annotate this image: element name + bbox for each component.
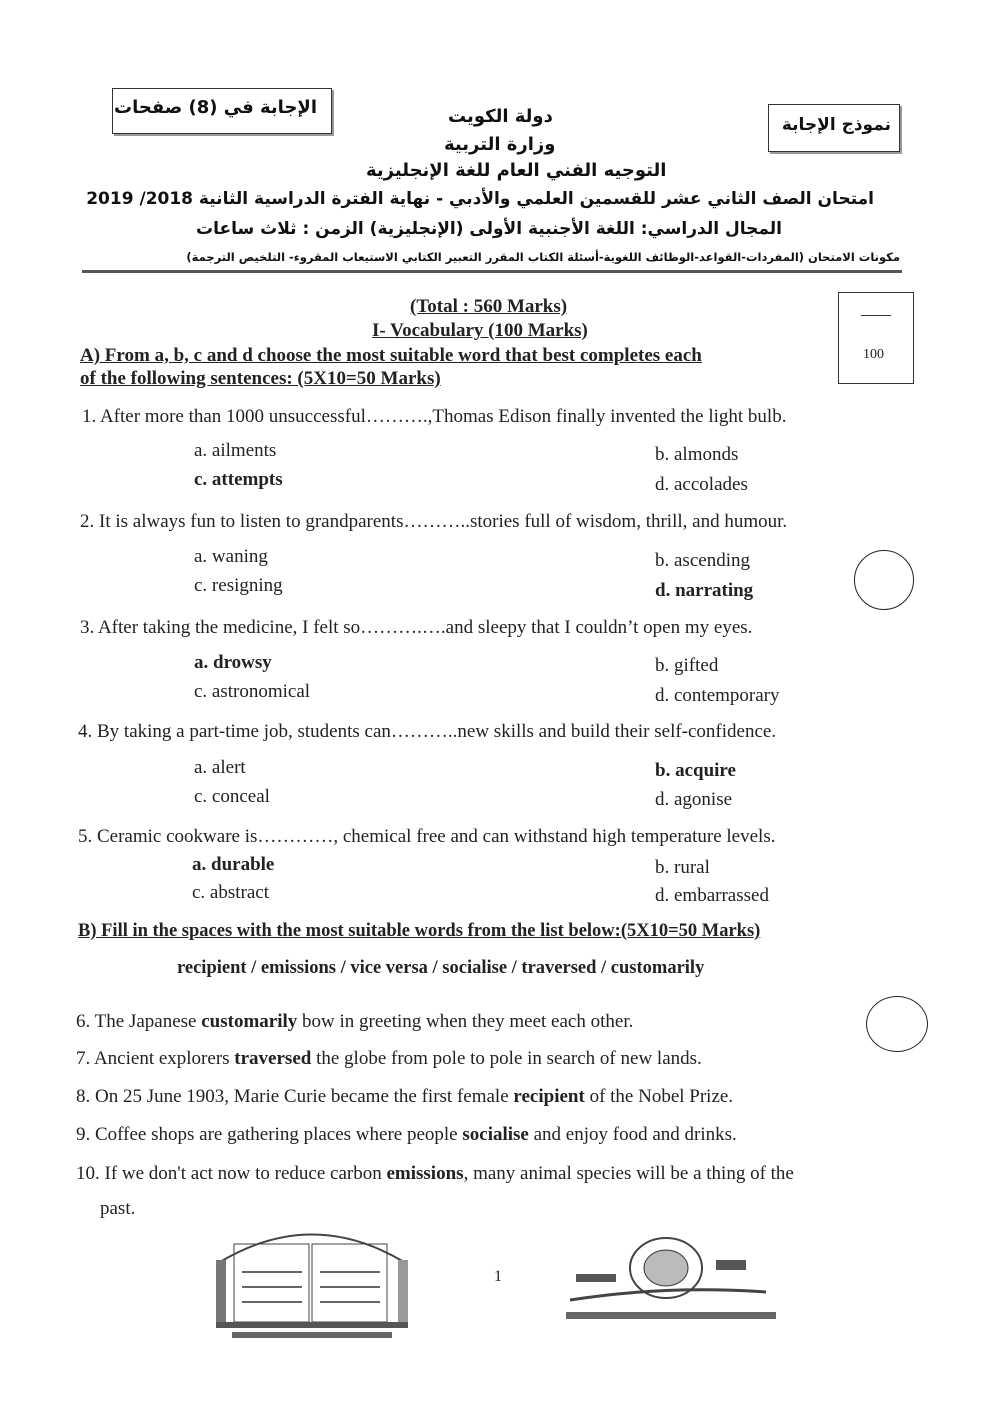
score-circle [854, 550, 914, 610]
fill-sentence-9: 9. Coffee shops are gathering places where people socialise and enjoy food and drinks. [76, 1124, 737, 1145]
part-a-instruction-2: of the following sentences: (5X10=50 Marks) [80, 368, 441, 389]
word-list: recipient / emissions / vice versa / socialise / traversed / customarily [177, 958, 705, 978]
fill-sentence-7: 7. Ancient explorers traversed the globe from pole to pole in search of new lands. [76, 1048, 702, 1069]
ministry-title: وزارة التربية [444, 134, 556, 155]
answer-model-box [768, 104, 900, 152]
option-c: c. resigning [194, 575, 283, 596]
pages-box [112, 88, 332, 134]
option-a: a. durable [192, 854, 275, 875]
question-text: 1. After more than 1000 unsuccessful……….,Thomas Edison finally invented the light bulb. [82, 406, 787, 427]
question-text: 5. Ceramic cookware is…………, chemical free and can withstand high temperature levels. [78, 826, 776, 847]
question-text: 3. After taking the medicine, I felt so……….….and sleepy that I couldn’t open my eyes. [80, 617, 753, 638]
option-d: d. contemporary [655, 685, 780, 706]
page-number: 1 [494, 1268, 502, 1285]
fill-sentence-10-cont: past. [100, 1198, 136, 1219]
section-title: I- Vocabulary (100 Marks) [372, 320, 588, 341]
department-title: التوجيه الفني العام للغة الإنجليزية [366, 160, 667, 181]
part-a-instruction: A) From a, b, c and d choose the most suitable word that best completes each [80, 345, 702, 366]
option-b: b. rural [655, 857, 710, 878]
option-a: a. drowsy [194, 652, 272, 673]
question-text: 2. It is always fun to listen to grandparents………..stories full of wisdom, thrill, and humour. [80, 511, 788, 532]
answer-model-text: نموذج الإجابة [781, 115, 891, 135]
part-b-instruction: B) Fill in the spaces with the most suitable words from the list below:(5X10=50 Marks) [78, 921, 761, 941]
option-a: a. ailments [194, 440, 277, 461]
score-value: 100 [863, 347, 884, 362]
ministry-logo-stamp [566, 1230, 786, 1350]
option-c: c. abstract [192, 882, 270, 903]
option-b: b. gifted [655, 655, 719, 676]
option-b: b. almonds [655, 444, 739, 465]
option-a: a. waning [194, 546, 268, 567]
option-d: d. narrating [655, 580, 754, 601]
option-d: d. accolades [655, 474, 748, 495]
exam-title: امتحان الصف الثاني عشر للقسمين العلمي والأدبي - نهاية الفترة الدراسية الثانية 2018/ 2019 [86, 189, 874, 209]
pages-text: الإجابة في (8) صفحات [114, 97, 317, 118]
components-line: مكونات الامتحان (المفردات-القواعد-الوظائف اللغوية-أسئلة الكتاب المقرر التعبير الكتابي الاستيعاب المقروء- التلخيص الترجمة) [186, 250, 900, 264]
option-b: b. acquire [655, 760, 736, 781]
option-c: c. conceal [194, 786, 270, 807]
header-divider [82, 270, 902, 273]
option-c: c. astronomical [194, 681, 311, 702]
option-c: c. attempts [194, 469, 283, 490]
fill-sentence-10: 10. If we don't act now to reduce carbon emissions, many animal species will be a thing of the [76, 1163, 794, 1184]
question-text: 4. By taking a part-time job, students can………..new skills and build their self-confidence. [78, 721, 777, 742]
total-marks: (Total : 560 Marks) [410, 296, 568, 317]
score-box [838, 292, 914, 384]
option-d: d. embarrassed [655, 885, 769, 906]
score-circle-2 [866, 996, 928, 1052]
option-a: a. alert [194, 757, 246, 778]
subject-line: المجال الدراسي: اللغة الأجنبية الأولى (الإنجليزية) الزمن : ثلاث ساعات [196, 219, 782, 239]
country-title: دولة الكويت [448, 106, 553, 127]
fill-sentence-6: 6. The Japanese customarily bow in greeting when they meet each other. [76, 1011, 634, 1032]
review-committee-stamp [212, 1212, 412, 1342]
fill-sentence-8: 8. On 25 June 1903, Marie Curie became the first female recipient of the Nobel Prize. [76, 1086, 734, 1107]
option-b: b. ascending [655, 550, 750, 571]
option-d: d. agonise [655, 789, 733, 810]
